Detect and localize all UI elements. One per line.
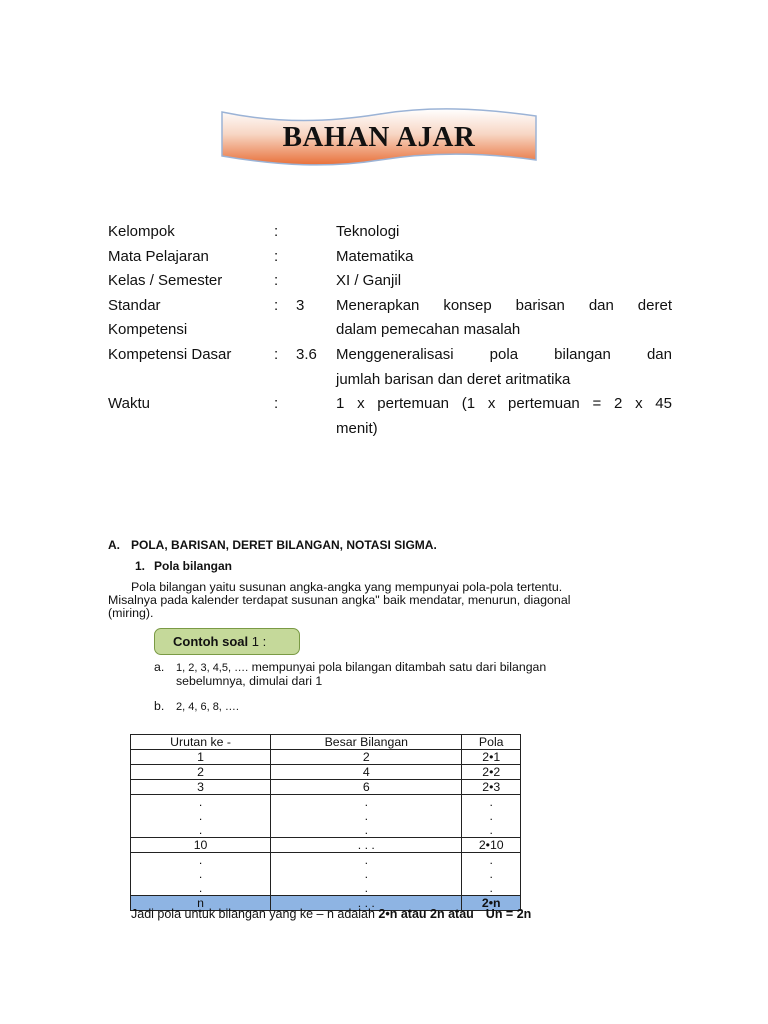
info-num: 3.6 <box>296 345 317 363</box>
info-label: Kompetensi Dasar <box>108 345 232 363</box>
info-num <box>296 417 336 442</box>
info-label <box>108 417 274 442</box>
section-a-letter: A. <box>108 538 120 552</box>
info-colon: : <box>274 223 279 240</box>
info-label <box>108 368 274 393</box>
section-a-title: POLA, BARISAN, DERET BILANGAN, NOTASI SIGMA. <box>131 538 437 552</box>
info-value: 1 x pertemuan (1 x pertemuan = 2 x 45 <box>336 395 672 413</box>
info-value: menit) <box>336 419 378 437</box>
banner-title: BAHAN AJAR <box>282 120 476 153</box>
table-cell: 2•2 <box>462 765 521 780</box>
table-cell: 6 <box>271 780 462 795</box>
table-cell: 3 <box>131 780 271 795</box>
conclusion-formula-un: Un = 2n <box>485 907 532 921</box>
table-cell-dots: . . . <box>271 853 462 896</box>
info-colon: : <box>274 395 279 413</box>
section-1-heading <box>135 559 232 573</box>
table-cell-dots: . . . <box>462 853 521 896</box>
info-num: 3 <box>296 296 305 314</box>
info-row <box>108 318 672 343</box>
info-label: Kelas / Semester <box>108 272 223 290</box>
info-colon <box>274 417 296 442</box>
conclusion-line <box>131 907 531 921</box>
example-number: 1 : <box>251 634 267 649</box>
info-colon <box>274 368 296 393</box>
section-1-title: Pola bilangan <box>154 559 233 573</box>
info-row <box>108 417 672 442</box>
item-text <box>176 700 646 714</box>
table-row-ellipsis <box>131 795 521 838</box>
info-value: Matematika <box>336 247 414 265</box>
item-mark: a. <box>154 660 165 674</box>
table-cell: 2•1 <box>462 750 521 765</box>
info-colon <box>274 318 296 343</box>
info-colon: : <box>274 296 279 314</box>
table-cell: 1 <box>131 750 271 765</box>
table-cell: 4 <box>271 765 462 780</box>
info-row <box>108 220 672 245</box>
info-label: Kelompok <box>108 223 175 240</box>
info-value: Menerapkan konsep barisan dan deret <box>336 296 672 314</box>
item-sequence: 1, 2, 3, 4,5, …. <box>176 662 249 674</box>
table-cell: 2•3 <box>462 780 521 795</box>
info-label: Mata Pelajaran <box>108 247 209 265</box>
pattern-table <box>130 734 521 911</box>
info-num <box>296 392 336 417</box>
example-label: Contoh soal <box>173 634 249 649</box>
table-header: Besar Bilangan <box>271 735 462 750</box>
section-1-number: 1. <box>135 559 146 573</box>
example-item-b <box>154 700 646 714</box>
info-colon: : <box>274 272 279 290</box>
table-cell: 10 <box>131 838 271 853</box>
info-row <box>108 269 672 294</box>
info-num <box>296 269 336 294</box>
info-label: Standar <box>108 296 161 314</box>
info-value: jumlah barisan dan deret aritmatika <box>336 370 571 388</box>
info-label: Waktu <box>108 395 150 413</box>
table-cell: 2•n <box>462 896 521 911</box>
info-value: XI / Ganjil <box>336 272 402 290</box>
table-row <box>131 780 521 795</box>
intro-paragraph <box>108 581 672 621</box>
info-num <box>296 318 336 343</box>
info-row <box>108 392 672 417</box>
table-cell: n <box>131 896 271 911</box>
info-value: Teknologi <box>336 223 400 240</box>
section-a-heading <box>108 538 437 552</box>
table-row <box>131 750 521 765</box>
table-cell-dots: . . . <box>462 795 521 838</box>
info-num <box>296 368 336 393</box>
item-mark: b. <box>154 699 165 713</box>
table-header-row <box>131 735 521 750</box>
table-cell: 2 <box>131 765 271 780</box>
example-box <box>154 628 300 655</box>
table-row <box>131 765 521 780</box>
table-header: Urutan ke - <box>131 735 271 750</box>
table-row-ellipsis <box>131 853 521 896</box>
conclusion-text: Jadi pola untuk bilangan yang ke – n adalah <box>131 907 379 921</box>
table-cell: . . . <box>271 838 462 853</box>
table-header: Pola <box>462 735 521 750</box>
paragraph-line-1: Pola bilangan yaitu susunan angka-angka yang mempunyai pola-pola tertentu. <box>131 580 563 594</box>
table-cell: . . . <box>271 896 462 911</box>
title-banner <box>220 108 538 166</box>
item-description-cont: sebelumnya, dimulai dari 1 <box>176 674 323 689</box>
info-num <box>296 245 336 270</box>
info-label: Kompetensi <box>108 321 188 339</box>
table-cell-dots: . . . <box>271 795 462 838</box>
info-value: Menggeneralisasi pola bilangan dan <box>336 345 672 363</box>
info-row <box>108 294 672 319</box>
table-cell: 2•10 <box>462 838 521 853</box>
info-colon: : <box>274 247 279 265</box>
paragraph-line-3: (miring). <box>108 606 154 621</box>
table-cell: 2 <box>271 750 462 765</box>
info-num <box>296 220 336 245</box>
info-row <box>108 343 672 368</box>
item-sequence: 2, 4, 6, 8, …. <box>176 701 239 713</box>
table-cell-dots: . . . <box>131 853 271 896</box>
table-cell-dots: . . . <box>131 795 271 838</box>
paragraph-line-2: Misalnya pada kalender terdapat susunan angka" baik mendatar, menurun, diagonal <box>108 593 571 608</box>
info-row <box>108 245 672 270</box>
item-text <box>176 661 646 688</box>
course-info <box>108 220 672 441</box>
conclusion-formula: 2•n atau 2n atau <box>378 907 474 921</box>
table-row <box>131 838 521 853</box>
example-item-a <box>154 661 646 688</box>
info-value: dalam pemecahan masalah <box>336 321 521 339</box>
info-row <box>108 368 672 393</box>
info-colon: : <box>274 345 279 363</box>
item-description: mempunyai pola bilangan ditambah satu dari bilangan <box>248 660 547 674</box>
